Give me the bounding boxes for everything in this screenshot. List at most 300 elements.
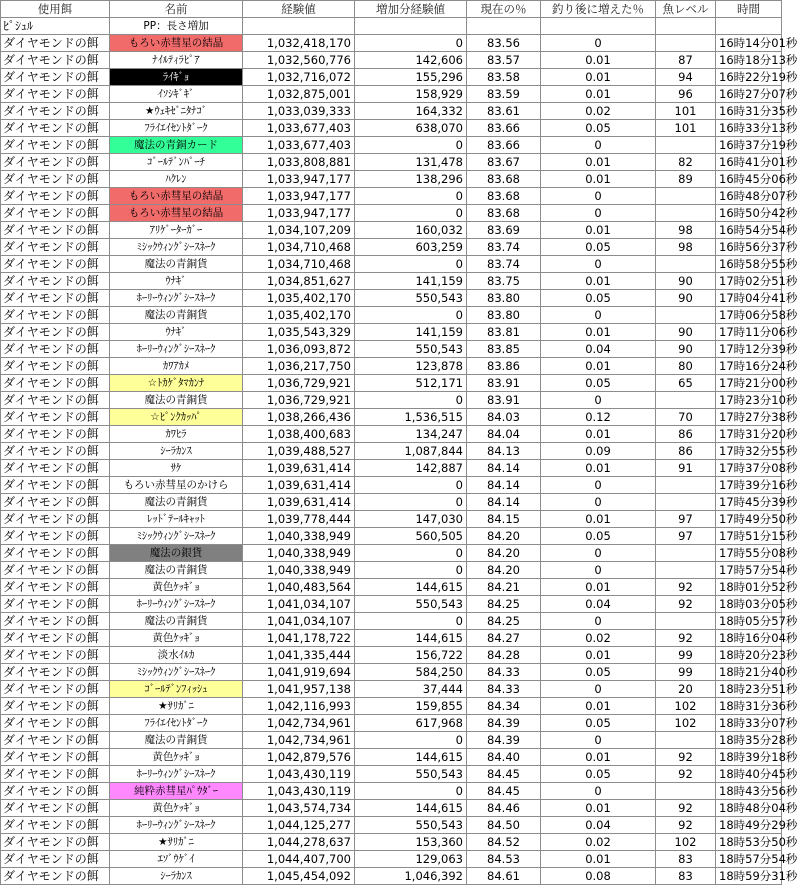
current-pct-cell[interactable]: 84.15 — [467, 511, 541, 528]
exp-cell[interactable]: 1,043,430,119 — [243, 783, 355, 800]
fish-name-cell[interactable]: ｲｿｼｷﾞｷﾞ — [110, 86, 243, 103]
gain-cell[interactable]: 0 — [355, 205, 467, 222]
time-cell[interactable]: 17時39分16秒 — [716, 477, 782, 494]
current-pct-cell[interactable]: 84.34 — [467, 698, 541, 715]
increase-pct-cell[interactable]: 0.01 — [541, 698, 656, 715]
gain-cell[interactable]: 131,478 — [355, 154, 467, 171]
increase-pct-cell[interactable] — [541, 18, 656, 35]
exp-cell[interactable]: 1,040,483,564 — [243, 579, 355, 596]
header-exp[interactable]: 経験値 — [243, 1, 355, 18]
fish-name-cell[interactable]: 魔法の青銅貨 — [110, 256, 243, 273]
exp-cell[interactable]: 1,033,808,881 — [243, 154, 355, 171]
exp-cell[interactable]: 1,039,631,414 — [243, 494, 355, 511]
increase-pct-cell[interactable]: 0.04 — [541, 817, 656, 834]
increase-pct-cell[interactable]: 0 — [541, 681, 656, 698]
current-pct-cell[interactable]: 84.25 — [467, 613, 541, 630]
exp-cell[interactable]: 1,044,278,637 — [243, 834, 355, 851]
current-pct-cell[interactable]: 84.20 — [467, 545, 541, 562]
fish-name-cell[interactable]: 黄色ｹｯｷﾞｮ — [110, 630, 243, 647]
fish-name-cell[interactable]: もろい赤彗星の結晶 — [110, 205, 243, 222]
bait-cell[interactable]: ダイヤモンドの餌 — [1, 205, 110, 222]
current-pct-cell[interactable]: 83.56 — [467, 35, 541, 52]
fish-level-cell[interactable]: 70 — [656, 409, 716, 426]
fish-name-cell[interactable]: 黄色ｹｯｷﾞｮ — [110, 800, 243, 817]
fish-level-cell[interactable]: 97 — [656, 511, 716, 528]
fish-name-cell[interactable]: ｱﾘｹﾞｰﾀｰｶﾞｰ — [110, 222, 243, 239]
exp-cell[interactable]: 1,032,875,001 — [243, 86, 355, 103]
fish-level-cell[interactable]: 89 — [656, 171, 716, 188]
fish-name-cell[interactable]: もろい赤彗星のかけら — [110, 477, 243, 494]
time-cell[interactable]: 17時45分39秒 — [716, 494, 782, 511]
fish-level-cell[interactable] — [656, 613, 716, 630]
fish-level-cell[interactable]: 82 — [656, 154, 716, 171]
gain-cell[interactable]: 144,615 — [355, 579, 467, 596]
fish-name-cell[interactable]: ｺﾞｰﾙﾃﾞﾝﾌｨｯｼｭ — [110, 681, 243, 698]
increase-pct-cell[interactable]: 0.05 — [541, 290, 656, 307]
gain-cell[interactable]: 0 — [355, 613, 467, 630]
fish-name-cell[interactable]: もろい赤彗星の結晶 — [110, 188, 243, 205]
increase-pct-cell[interactable]: 0 — [541, 494, 656, 511]
fish-name-cell[interactable]: ﾐｼｯｸｳｨﾝｸﾞｼｰｽﾈｰｸ — [110, 528, 243, 545]
fish-level-cell[interactable] — [656, 545, 716, 562]
bait-cell[interactable]: ダイヤモンドの餌 — [1, 613, 110, 630]
time-cell[interactable]: 17時21分00秒 — [716, 375, 782, 392]
exp-cell[interactable]: 1,036,729,921 — [243, 392, 355, 409]
time-cell[interactable]: 18時59分31秒 — [716, 868, 782, 885]
increase-pct-cell[interactable]: 0.12 — [541, 409, 656, 426]
exp-cell[interactable]: 1,041,957,138 — [243, 681, 355, 698]
gain-cell[interactable]: 123,878 — [355, 358, 467, 375]
fish-name-cell[interactable]: ｶﾜﾋﾗ — [110, 426, 243, 443]
increase-pct-cell[interactable]: 0 — [541, 562, 656, 579]
exp-cell[interactable]: 1,033,039,333 — [243, 103, 355, 120]
header-name[interactable]: 名前 — [110, 1, 243, 18]
time-cell[interactable]: 17時04分41秒 — [716, 290, 782, 307]
bait-cell[interactable]: ダイヤモンドの餌 — [1, 273, 110, 290]
current-pct-cell[interactable]: 84.14 — [467, 477, 541, 494]
gain-cell[interactable]: 512,171 — [355, 375, 467, 392]
fish-level-cell[interactable]: 20 — [656, 681, 716, 698]
fish-level-cell[interactable]: 92 — [656, 800, 716, 817]
increase-pct-cell[interactable]: 0.01 — [541, 749, 656, 766]
time-cell[interactable]: 17時57分54秒 — [716, 562, 782, 579]
gain-cell[interactable]: 550,543 — [355, 596, 467, 613]
time-cell[interactable]: 18時53分50秒 — [716, 834, 782, 851]
increase-pct-cell[interactable]: 0 — [541, 188, 656, 205]
exp-cell[interactable]: 1,032,418,170 — [243, 35, 355, 52]
increase-pct-cell[interactable]: 0.01 — [541, 511, 656, 528]
fish-level-cell[interactable]: 101 — [656, 103, 716, 120]
increase-pct-cell[interactable]: 0.05 — [541, 766, 656, 783]
time-cell[interactable]: 17時55分08秒 — [716, 545, 782, 562]
exp-cell[interactable]: 1,038,400,683 — [243, 426, 355, 443]
time-cell[interactable]: 16時41分01秒 — [716, 154, 782, 171]
fish-level-cell[interactable]: 90 — [656, 273, 716, 290]
gain-cell[interactable]: 0 — [355, 732, 467, 749]
gain-cell[interactable]: 158,929 — [355, 86, 467, 103]
exp-cell[interactable]: 1,044,407,700 — [243, 851, 355, 868]
bait-cell[interactable]: ダイヤモンドの餌 — [1, 375, 110, 392]
increase-pct-cell[interactable]: 0.01 — [541, 358, 656, 375]
gain-cell[interactable]: 0 — [355, 392, 467, 409]
bait-cell[interactable]: ダイヤモンドの餌 — [1, 630, 110, 647]
time-cell[interactable]: 17時12分39秒 — [716, 341, 782, 358]
exp-cell[interactable]: 1,036,217,750 — [243, 358, 355, 375]
gain-cell[interactable]: 0 — [355, 256, 467, 273]
fish-level-cell[interactable]: 94 — [656, 69, 716, 86]
fish-level-cell[interactable] — [656, 205, 716, 222]
time-cell[interactable]: 18時33分07秒 — [716, 715, 782, 732]
increase-pct-cell[interactable]: 0.01 — [541, 171, 656, 188]
current-pct-cell[interactable]: 83.91 — [467, 375, 541, 392]
current-pct-cell[interactable]: 83.80 — [467, 290, 541, 307]
fish-level-cell[interactable]: 80 — [656, 358, 716, 375]
fish-level-cell[interactable] — [656, 18, 716, 35]
increase-pct-cell[interactable]: 0 — [541, 613, 656, 630]
bait-cell[interactable]: ダイヤモンドの餌 — [1, 800, 110, 817]
fish-level-cell[interactable]: 92 — [656, 817, 716, 834]
current-pct-cell[interactable]: 83.74 — [467, 239, 541, 256]
exp-cell[interactable]: 1,042,879,576 — [243, 749, 355, 766]
increase-pct-cell[interactable]: 0.02 — [541, 103, 656, 120]
exp-cell[interactable]: 1,036,729,921 — [243, 375, 355, 392]
fish-name-cell[interactable]: ﾚｯﾄﾞﾃｰﾙｷｬｯﾄ — [110, 511, 243, 528]
time-cell[interactable]: 18時35分28秒 — [716, 732, 782, 749]
current-pct-cell[interactable]: 84.33 — [467, 681, 541, 698]
current-pct-cell[interactable]: 83.59 — [467, 86, 541, 103]
current-pct-cell[interactable]: 83.75 — [467, 273, 541, 290]
fish-level-cell[interactable]: 92 — [656, 766, 716, 783]
gain-cell[interactable]: 141,159 — [355, 324, 467, 341]
header-fish-level[interactable]: 魚レベル — [656, 1, 716, 18]
header-bait[interactable]: 使用餌 — [1, 1, 110, 18]
exp-cell[interactable]: 1,039,631,414 — [243, 460, 355, 477]
bait-cell[interactable]: ダイヤモンドの餌 — [1, 307, 110, 324]
exp-cell[interactable]: 1,042,734,961 — [243, 732, 355, 749]
current-pct-cell[interactable]: 84.14 — [467, 460, 541, 477]
exp-cell[interactable]: 1,035,402,170 — [243, 307, 355, 324]
fish-level-cell[interactable] — [656, 477, 716, 494]
fish-level-cell[interactable]: 98 — [656, 222, 716, 239]
exp-cell[interactable]: 1,042,734,961 — [243, 715, 355, 732]
fish-level-cell[interactable] — [656, 256, 716, 273]
increase-pct-cell[interactable]: 0.01 — [541, 154, 656, 171]
current-pct-cell[interactable]: 84.27 — [467, 630, 541, 647]
fish-name-cell[interactable]: 魔法の銀貨 — [110, 545, 243, 562]
bait-cell[interactable]: ダイヤモンドの餌 — [1, 868, 110, 885]
increase-pct-cell[interactable]: 0.01 — [541, 579, 656, 596]
gain-cell[interactable]: 0 — [355, 545, 467, 562]
exp-cell[interactable]: 1,035,402,170 — [243, 290, 355, 307]
gain-cell[interactable]: 0 — [355, 307, 467, 324]
fish-level-cell[interactable]: 83 — [656, 868, 716, 885]
current-pct-cell[interactable]: 83.80 — [467, 307, 541, 324]
bait-cell[interactable]: ダイヤモンドの餌 — [1, 579, 110, 596]
fish-name-cell[interactable]: ★ｳｪｷｾﾞﾆﾀﾅｺﾞ — [110, 103, 243, 120]
fish-name-cell[interactable]: ﾅｲﾙﾃｨﾗﾋﾟｱ — [110, 52, 243, 69]
current-pct-cell[interactable]: 84.21 — [467, 579, 541, 596]
gain-cell[interactable]: 142,606 — [355, 52, 467, 69]
exp-cell[interactable]: 1,039,778,444 — [243, 511, 355, 528]
time-cell[interactable]: 17時37分08秒 — [716, 460, 782, 477]
current-pct-cell[interactable]: 83.67 — [467, 154, 541, 171]
time-cell[interactable]: 16時37分19秒 — [716, 137, 782, 154]
fish-level-cell[interactable]: 91 — [656, 460, 716, 477]
fish-name-cell[interactable]: ﾌﾗｲｴｲｾﾝﾄﾀﾞｰｸ — [110, 715, 243, 732]
current-pct-cell[interactable]: 83.68 — [467, 171, 541, 188]
bait-cell[interactable]: ダイヤモンドの餌 — [1, 409, 110, 426]
fish-level-cell[interactable]: 97 — [656, 528, 716, 545]
header-gain[interactable]: 増加分経験値 — [355, 1, 467, 18]
gain-cell[interactable]: 550,543 — [355, 817, 467, 834]
time-cell[interactable]: 16時18分13秒 — [716, 52, 782, 69]
current-pct-cell[interactable]: 84.14 — [467, 494, 541, 511]
exp-cell[interactable]: 1,041,919,694 — [243, 664, 355, 681]
time-cell[interactable]: 18時39分18秒 — [716, 749, 782, 766]
fish-name-cell[interactable]: ﾐｼｯｸｳｨﾝｸﾞｼｰｽﾈｰｸ — [110, 239, 243, 256]
gain-cell[interactable]: 159,855 — [355, 698, 467, 715]
header-increase-pct[interactable]: 釣り後に増えた％ — [541, 1, 656, 18]
increase-pct-cell[interactable]: 0.08 — [541, 868, 656, 885]
current-pct-cell[interactable]: 83.68 — [467, 205, 541, 222]
fish-name-cell[interactable]: 魔法の青銅貨 — [110, 494, 243, 511]
fish-level-cell[interactable] — [656, 392, 716, 409]
gain-cell[interactable]: 156,722 — [355, 647, 467, 664]
current-pct-cell[interactable]: 84.04 — [467, 426, 541, 443]
fish-level-cell[interactable] — [656, 35, 716, 52]
fish-level-cell[interactable]: 90 — [656, 341, 716, 358]
exp-cell[interactable]: 1,043,574,734 — [243, 800, 355, 817]
time-cell[interactable]: 18時49分29秒 — [716, 817, 782, 834]
increase-pct-cell[interactable]: 0.01 — [541, 69, 656, 86]
fish-level-cell[interactable]: 86 — [656, 443, 716, 460]
exp-cell[interactable]: 1,038,266,436 — [243, 409, 355, 426]
fish-name-cell[interactable]: 黄色ｹｯｷﾞｮ — [110, 749, 243, 766]
current-pct-cell[interactable]: 84.03 — [467, 409, 541, 426]
fish-name-cell[interactable]: 魔法の青銅貨 — [110, 392, 243, 409]
fish-name-cell[interactable]: 純粋赤彗星ﾊﾟｳﾀﾞｰ — [110, 783, 243, 800]
fish-name-cell[interactable]: ﾊｸﾚﾝ — [110, 171, 243, 188]
time-cell[interactable]: 17時16分24秒 — [716, 358, 782, 375]
time-cell[interactable]: 17時31分20秒 — [716, 426, 782, 443]
bait-cell[interactable]: ダイヤモンドの餌 — [1, 52, 110, 69]
bait-cell[interactable]: ダイヤモンドの餌 — [1, 715, 110, 732]
increase-pct-cell[interactable]: 0.01 — [541, 222, 656, 239]
exp-cell[interactable]: 1,034,851,627 — [243, 273, 355, 290]
fish-level-cell[interactable] — [656, 137, 716, 154]
fish-level-cell[interactable]: 99 — [656, 647, 716, 664]
bait-cell[interactable]: ダイヤモンドの餌 — [1, 851, 110, 868]
current-pct-cell[interactable]: 84.45 — [467, 783, 541, 800]
fish-name-cell[interactable]: 魔法の青銅貨 — [110, 732, 243, 749]
increase-pct-cell[interactable]: 0 — [541, 307, 656, 324]
exp-cell[interactable]: 1,040,338,949 — [243, 528, 355, 545]
increase-pct-cell[interactable]: 0 — [541, 137, 656, 154]
bait-cell[interactable]: ダイヤモンドの餌 — [1, 817, 110, 834]
exp-cell[interactable]: 1,035,543,329 — [243, 324, 355, 341]
fish-name-cell[interactable]: 魔法の青銅貨 — [110, 307, 243, 324]
time-cell[interactable]: 18時40分45秒 — [716, 766, 782, 783]
gain-cell[interactable]: 129,063 — [355, 851, 467, 868]
gain-cell[interactable]: 550,543 — [355, 341, 467, 358]
increase-pct-cell[interactable]: 0 — [541, 545, 656, 562]
bait-cell[interactable]: ダイヤモンドの餌 — [1, 239, 110, 256]
fish-name-cell[interactable]: ﾎｰﾘｰｳｨﾝｸﾞｼｰｽﾈｰｸ — [110, 817, 243, 834]
header-time[interactable]: 時間 — [716, 1, 782, 18]
increase-pct-cell[interactable]: 0 — [541, 477, 656, 494]
gain-cell[interactable]: 0 — [355, 477, 467, 494]
current-pct-cell[interactable]: 83.66 — [467, 120, 541, 137]
fish-name-cell[interactable]: 魔法の青銅カード — [110, 137, 243, 154]
gain-cell[interactable]: 550,543 — [355, 290, 467, 307]
bait-cell[interactable]: ダイヤモンドの餌 — [1, 647, 110, 664]
current-pct-cell[interactable]: 84.39 — [467, 715, 541, 732]
fish-name-cell[interactable]: ★ｻﾘｶﾞﾆ — [110, 834, 243, 851]
current-pct-cell[interactable]: 84.25 — [467, 596, 541, 613]
time-cell[interactable]: 18時01分52秒 — [716, 579, 782, 596]
time-cell[interactable]: 18時03分05秒 — [716, 596, 782, 613]
increase-pct-cell[interactable]: 0 — [541, 256, 656, 273]
increase-pct-cell[interactable]: 0.05 — [541, 715, 656, 732]
exp-cell[interactable] — [243, 18, 355, 35]
bait-cell[interactable]: ダイヤモンドの餌 — [1, 341, 110, 358]
fish-level-cell[interactable]: 92 — [656, 579, 716, 596]
bait-cell[interactable]: ダイヤモンドの餌 — [1, 664, 110, 681]
time-cell[interactable]: 18時20分23秒 — [716, 647, 782, 664]
increase-pct-cell[interactable]: 0.05 — [541, 528, 656, 545]
fish-level-cell[interactable]: 92 — [656, 596, 716, 613]
time-cell[interactable]: 18時21分40秒 — [716, 664, 782, 681]
fish-level-cell[interactable]: 92 — [656, 630, 716, 647]
bait-cell[interactable]: ダイヤモンドの餌 — [1, 528, 110, 545]
gain-cell[interactable]: 147,030 — [355, 511, 467, 528]
increase-pct-cell[interactable]: 0.01 — [541, 460, 656, 477]
bait-cell[interactable]: ダイヤモンドの餌 — [1, 834, 110, 851]
gain-cell[interactable]: 1,046,392 — [355, 868, 467, 885]
gain-cell[interactable]: 560,505 — [355, 528, 467, 545]
current-pct-cell[interactable]: 84.40 — [467, 749, 541, 766]
increase-pct-cell[interactable]: 0.04 — [541, 596, 656, 613]
exp-cell[interactable]: 1,033,947,177 — [243, 188, 355, 205]
fish-name-cell[interactable]: PP：長さ増加 — [110, 18, 243, 35]
gain-cell[interactable]: 1,536,515 — [355, 409, 467, 426]
time-cell[interactable]: 16時27分07秒 — [716, 86, 782, 103]
current-pct-cell[interactable]: 83.81 — [467, 324, 541, 341]
bait-cell[interactable]: ダイヤモンドの餌 — [1, 562, 110, 579]
fish-level-cell[interactable] — [656, 494, 716, 511]
exp-cell[interactable]: 1,042,116,993 — [243, 698, 355, 715]
current-pct-cell[interactable]: 83.69 — [467, 222, 541, 239]
fish-name-cell[interactable]: ｳﾅｷﾞ — [110, 273, 243, 290]
bait-cell[interactable]: ダイヤモンドの餌 — [1, 545, 110, 562]
bait-cell[interactable]: ダイヤモンドの餌 — [1, 171, 110, 188]
bait-cell[interactable]: ﾋﾟｼｭﾙ — [1, 18, 110, 35]
gain-cell[interactable]: 144,615 — [355, 800, 467, 817]
current-pct-cell[interactable]: 83.86 — [467, 358, 541, 375]
bait-cell[interactable]: ダイヤモンドの餌 — [1, 443, 110, 460]
increase-pct-cell[interactable]: 0.01 — [541, 86, 656, 103]
exp-cell[interactable]: 1,036,093,872 — [243, 341, 355, 358]
fish-name-cell[interactable]: ｶﾜｱｶﾒ — [110, 358, 243, 375]
bait-cell[interactable]: ダイヤモンドの餌 — [1, 358, 110, 375]
time-cell[interactable]: 16時50分42秒 — [716, 205, 782, 222]
fish-name-cell[interactable]: ｳﾅｷﾞ — [110, 324, 243, 341]
fish-name-cell[interactable]: ﾌﾗｲｴｲｾﾝﾄﾀﾞｰｸ — [110, 120, 243, 137]
current-pct-cell[interactable]: 83.74 — [467, 256, 541, 273]
time-cell[interactable]: 16時14分01秒 — [716, 35, 782, 52]
bait-cell[interactable]: ダイヤモンドの餌 — [1, 120, 110, 137]
fish-name-cell[interactable]: ★ｻﾘｶﾞﾆ — [110, 698, 243, 715]
exp-cell[interactable]: 1,041,034,107 — [243, 613, 355, 630]
exp-cell[interactable]: 1,044,125,277 — [243, 817, 355, 834]
time-cell[interactable] — [716, 18, 782, 35]
exp-cell[interactable]: 1,040,338,949 — [243, 545, 355, 562]
fish-level-cell[interactable]: 102 — [656, 698, 716, 715]
current-pct-cell[interactable]: 83.91 — [467, 392, 541, 409]
fish-level-cell[interactable]: 98 — [656, 239, 716, 256]
time-cell[interactable]: 18時23分51秒 — [716, 681, 782, 698]
fish-name-cell[interactable]: ﾗｲｷﾞｮ — [110, 69, 243, 86]
increase-pct-cell[interactable]: 0.05 — [541, 239, 656, 256]
current-pct-cell[interactable] — [467, 18, 541, 35]
bait-cell[interactable]: ダイヤモンドの餌 — [1, 732, 110, 749]
gain-cell[interactable]: 144,615 — [355, 749, 467, 766]
current-pct-cell[interactable]: 84.50 — [467, 817, 541, 834]
fish-level-cell[interactable]: 102 — [656, 715, 716, 732]
fish-name-cell[interactable]: ☆ﾋﾟﾝｸｶｯﾊﾟ — [110, 409, 243, 426]
increase-pct-cell[interactable]: 0.01 — [541, 52, 656, 69]
exp-cell[interactable]: 1,033,947,177 — [243, 171, 355, 188]
gain-cell[interactable]: 134,247 — [355, 426, 467, 443]
exp-cell[interactable]: 1,034,710,468 — [243, 256, 355, 273]
time-cell[interactable]: 16時33分13秒 — [716, 120, 782, 137]
gain-cell[interactable]: 617,968 — [355, 715, 467, 732]
time-cell[interactable]: 17時51分15秒 — [716, 528, 782, 545]
gain-cell[interactable]: 638,070 — [355, 120, 467, 137]
current-pct-cell[interactable]: 84.61 — [467, 868, 541, 885]
fish-level-cell[interactable]: 96 — [656, 86, 716, 103]
fish-level-cell[interactable]: 102 — [656, 834, 716, 851]
gain-cell[interactable]: 1,087,844 — [355, 443, 467, 460]
time-cell[interactable]: 16時58分55秒 — [716, 256, 782, 273]
bait-cell[interactable]: ダイヤモンドの餌 — [1, 460, 110, 477]
fish-level-cell[interactable]: 87 — [656, 52, 716, 69]
bait-cell[interactable]: ダイヤモンドの餌 — [1, 137, 110, 154]
bait-cell[interactable]: ダイヤモンドの餌 — [1, 511, 110, 528]
time-cell[interactable]: 18時31分36秒 — [716, 698, 782, 715]
exp-cell[interactable]: 1,032,716,072 — [243, 69, 355, 86]
fish-level-cell[interactable]: 101 — [656, 120, 716, 137]
fish-name-cell[interactable]: 黄色ｹｯｷﾞｮ — [110, 579, 243, 596]
fish-level-cell[interactable]: 99 — [656, 664, 716, 681]
time-cell[interactable]: 17時06分58秒 — [716, 307, 782, 324]
fish-name-cell[interactable]: ｺﾞｰﾙﾃﾞﾝﾊﾟｰﾁ — [110, 154, 243, 171]
exp-cell[interactable]: 1,041,335,444 — [243, 647, 355, 664]
fish-name-cell[interactable]: ﾎｰﾘｰｳｨﾝｸﾞｼｰｽﾈｰｸ — [110, 766, 243, 783]
current-pct-cell[interactable]: 83.68 — [467, 188, 541, 205]
fish-level-cell[interactable] — [656, 732, 716, 749]
increase-pct-cell[interactable]: 0.04 — [541, 341, 656, 358]
current-pct-cell[interactable]: 84.13 — [467, 443, 541, 460]
exp-cell[interactable]: 1,041,178,722 — [243, 630, 355, 647]
increase-pct-cell[interactable]: 0.02 — [541, 630, 656, 647]
increase-pct-cell[interactable]: 0 — [541, 392, 656, 409]
increase-pct-cell[interactable]: 0.01 — [541, 426, 656, 443]
fish-level-cell[interactable]: 86 — [656, 426, 716, 443]
exp-cell[interactable]: 1,033,677,403 — [243, 137, 355, 154]
gain-cell[interactable]: 0 — [355, 188, 467, 205]
bait-cell[interactable]: ダイヤモンドの餌 — [1, 86, 110, 103]
